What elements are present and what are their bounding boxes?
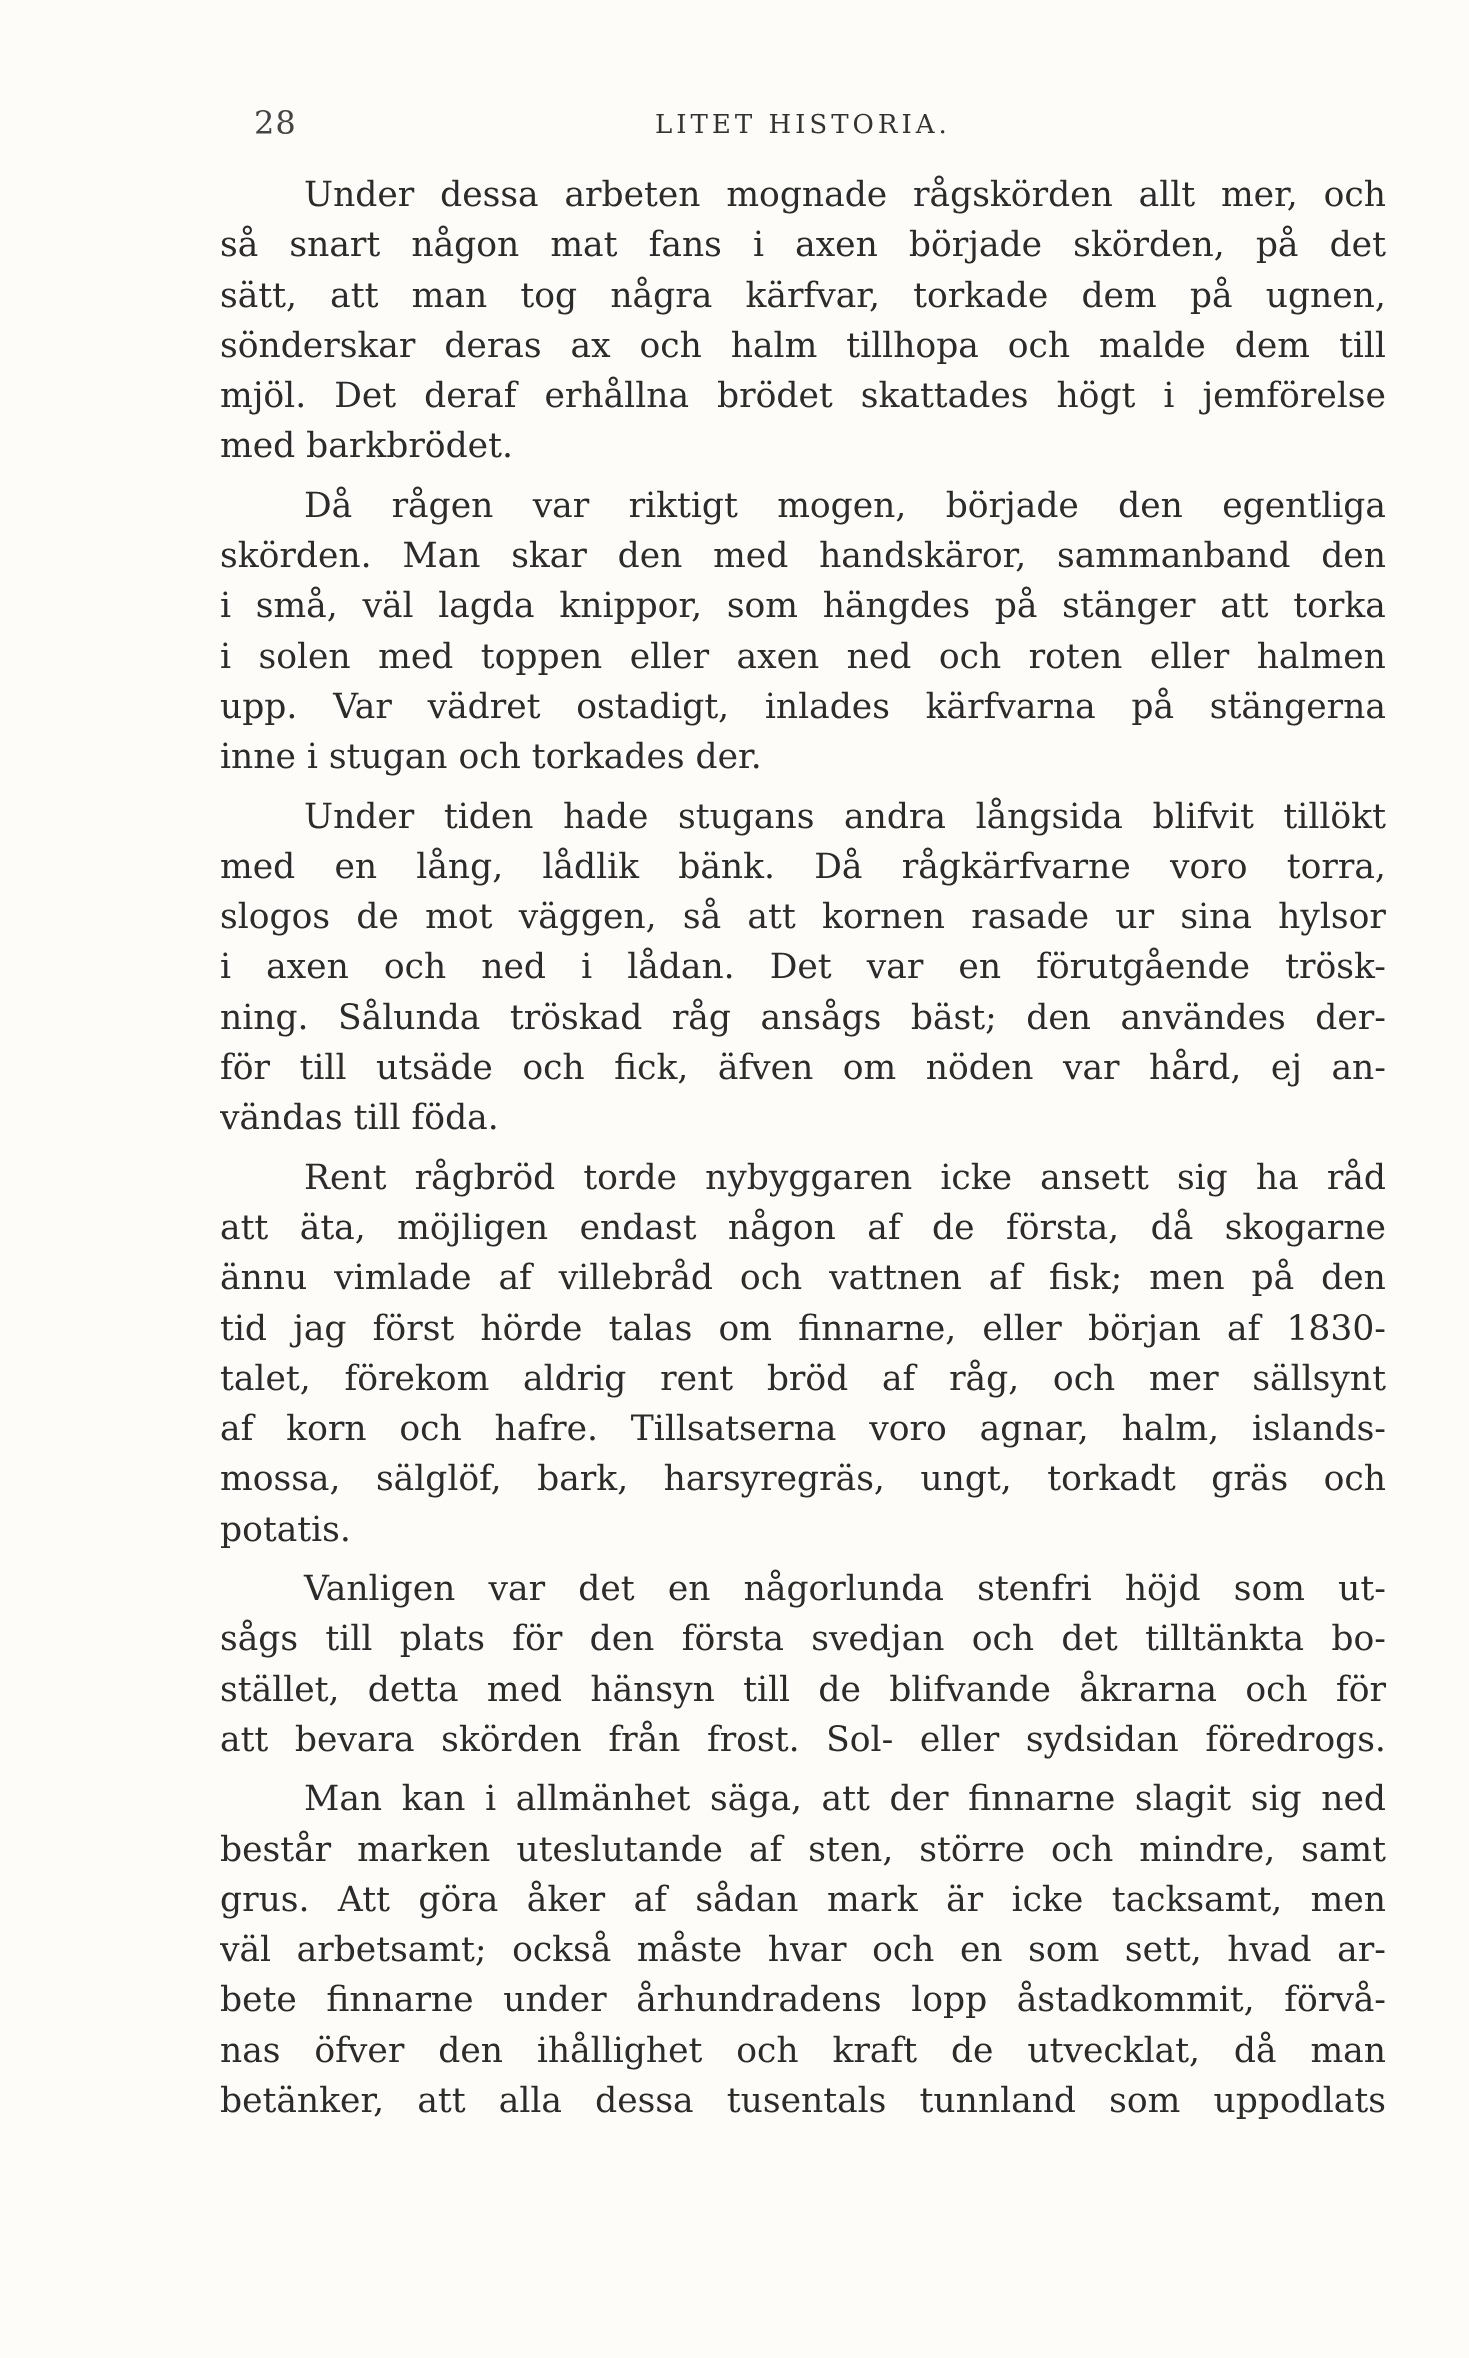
- text-line: betänker, att alla dessa tusentals tunnland som uppodlats: [220, 2080, 1386, 2121]
- text-line: sågs till plats för den första svedjan och det tilltänkta bo-: [220, 1619, 1386, 1660]
- text-line: Under dessa arbeten mognade rågskörden allt mer, och: [304, 175, 1386, 215]
- text-line: ning. Sålunda tröskad råg ansågs bäst; den användes der-: [220, 997, 1386, 1038]
- text-line: för till utsäde och fick, äfven om nöden var hård, ej an-: [220, 1048, 1386, 1089]
- text-line: vändas till föda.: [220, 1098, 499, 1139]
- text-line: bete finnarne under århundradens lopp åstadkommit, förvå-: [220, 1980, 1386, 2021]
- text-line: mjöl. Det deraf erhållna brödet skattades högt i jemförelse: [220, 376, 1386, 417]
- text-line: Under tiden hade stugans andra långsida blifvit tillökt: [304, 796, 1386, 837]
- paragraph: [220, 1774, 1386, 2126]
- text-line: väl arbetsamt; också måste hvar och en som sett, hvad ar-: [220, 1930, 1386, 1971]
- text-line: tid jag först hörde talas om finnarne, eller början af 1830-: [220, 1308, 1386, 1349]
- text-line: mossa, sälglöf, bark, harsyregräs, ungt, torkadt gräs och: [220, 1459, 1386, 1500]
- paragraph: [220, 170, 1386, 472]
- text-line: ännu vimlade af villebråd och vattnen af fisk; men på den: [220, 1258, 1386, 1299]
- paragraph: [220, 1153, 1386, 1555]
- text-line: Rent rågbröd torde nybyggaren icke ansett sig ha råd: [304, 1157, 1386, 1198]
- text-line: med barkbrödet.: [220, 426, 513, 467]
- text-line: nas öfver den ihållighet och kraft de utvecklat, då man: [220, 2030, 1386, 2071]
- text-line: potatis.: [220, 1509, 351, 1550]
- text-line: inne i stugan och torkades der.: [220, 737, 762, 778]
- text-line: skörden. Man skar den med handskäror, sammanband den: [220, 536, 1386, 577]
- text-line: i axen och ned i lådan. Det var en förutgående trösk-: [220, 947, 1386, 988]
- text-line: i solen med toppen eller axen ned och roten eller halmen: [220, 636, 1386, 677]
- text-line: af korn och hafre. Tillsatserna voro agnar, halm, islands-: [220, 1409, 1386, 1450]
- paragraph: [220, 1564, 1386, 1765]
- text-line: består marken uteslutande af sten, större och mindre, samt: [220, 1829, 1386, 1870]
- text-line: Vanligen var det en någorlunda stenfri höjd som ut-: [304, 1569, 1386, 1610]
- text-line: sätt, att man tog några kärfvar, torkade dem på ugnen,: [220, 275, 1386, 316]
- body-text: [220, 170, 1386, 2126]
- text-line: i små, väl lagda knippor, som hängdes på stänger att torka: [220, 586, 1386, 627]
- text-line: slogos de mot väggen, så att kornen rasade ur sina hylsor: [220, 897, 1386, 938]
- text-line: upp. Var vädret ostadigt, inlades kärfvarna på stängerna: [220, 686, 1386, 727]
- text-line: stället, detta med hänsyn till de blifvande åkrarna och för: [220, 1669, 1386, 1710]
- text-line: Då rågen var riktigt mogen, började den egentliga: [304, 485, 1386, 526]
- text-line: att äta, möjligen endast någon af de första, då skogarne: [220, 1207, 1386, 1248]
- page-number: 28: [254, 104, 297, 142]
- paragraph: [220, 792, 1386, 1144]
- text-line: talet, förekom aldrig rent bröd af råg, och mer sällsynt: [220, 1358, 1386, 1399]
- paragraph: [220, 481, 1386, 783]
- text-line: grus. Att göra åker af sådan mark är icke tacksamt, men: [220, 1879, 1386, 1920]
- text-line: att bevara skörden från frost. Sol- eller sydsidan föredrogs.: [220, 1719, 1386, 1760]
- text-line: Man kan i allmänhet säga, att der finnarne slagit sig ned: [304, 1779, 1386, 1820]
- running-header: LITET HISTORIA.: [655, 110, 951, 140]
- text-line: sönderskar deras ax och halm tillhopa och malde dem till: [220, 325, 1386, 366]
- text-line: så snart någon mat fans i axen började skörden, på det: [220, 225, 1386, 266]
- text-line: med en lång, lådlik bänk. Då rågkärfvarne voro torra,: [220, 846, 1386, 887]
